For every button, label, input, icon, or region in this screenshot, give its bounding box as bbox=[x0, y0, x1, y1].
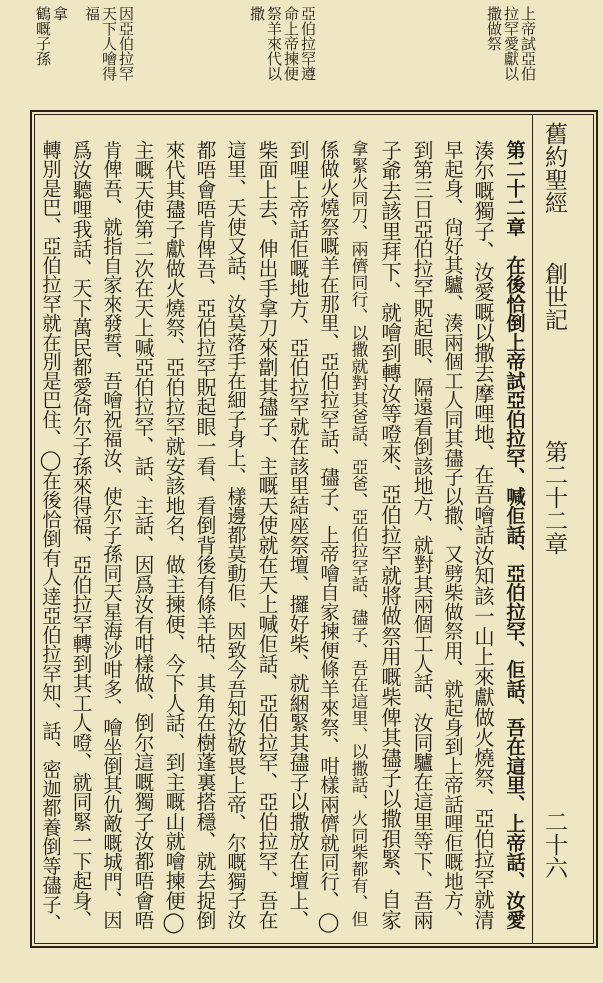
text-column: 柴面上去、伸出手拿刀來劏其孻子、主嘅天使就在天上喊佢話、亞伯拉罕、亞伯拉罕、吾在 bbox=[255, 140, 278, 930]
text-column: 到哩上帝話佢嘅地方、亞伯拉罕就在該里結座祭壇、攞好柴、就綑緊其孻子以撒放在壇上、 bbox=[286, 140, 309, 930]
text-column: 爲汝聽哩我話、天下萬民都愛倚尔子孫來得福、亞伯拉罕轉到其工人噔、就同緊一下起身、 bbox=[69, 140, 92, 930]
text-column: 湊尔嘅獨子、汝愛嘅以撒去摩哩地、在吾噲話汝知該一山上來獻做火燒祭、亞伯拉罕就清 bbox=[471, 140, 495, 930]
text-column: 拿緊火同刀、兩儕同行、以撒就對其爸話、亞爸、亞伯拉罕話、孻子、吾在這里、以撒話、火同柴都有、但 bbox=[349, 140, 369, 928]
margin-gloss: 鶴嘅子孫 bbox=[34, 6, 52, 66]
margin-gloss: 因亞伯拉罕 bbox=[117, 6, 135, 81]
text-column: 來代其孻子獻做火燒祭、亞伯拉罕就安該地名、做主揀便、今下人話、到主嘅山就噲揀便◯ bbox=[162, 140, 185, 934]
text-column: 早起身、尙好其驢、湊兩個工人同其孻子以撒、又劈柴做祭用、就起身到上帝話哩佢嘅地方、 bbox=[441, 140, 464, 930]
margin-gloss: 亞伯拉罕遵 bbox=[299, 6, 317, 81]
margin-gloss: 撒 bbox=[248, 6, 266, 21]
book-title: 舊約聖經 bbox=[541, 122, 567, 214]
text-column: 這里、天使又話、汝莫落手在細子身上、樣邊都莫動佢、因致今吾知汝敬畏上帝、尔嘅獨子汝 bbox=[224, 140, 247, 930]
book-section: 創世記 bbox=[541, 262, 567, 331]
margin-gloss: 拿 bbox=[51, 6, 69, 21]
margin-gloss: 福 bbox=[83, 6, 101, 21]
margin-gloss: 拉罕愛獻以 bbox=[502, 6, 520, 81]
text-column: 子爺去該里拜下、就噲到轉汝等噔來、亞伯拉罕就將做祭用嘅柴俾其孻子以撒孭緊、自家 bbox=[378, 140, 402, 930]
header-divider bbox=[532, 114, 533, 944]
page-number: 二十六 bbox=[541, 810, 567, 879]
margin-gloss: 命上帝揀便 bbox=[282, 6, 300, 81]
text-column: 肯俾吾、就指自家來發誓、吾噲祝福汝、使尔子孫同天星海沙咁多、噲坐倒其仇敵嘅城門、因 bbox=[100, 140, 123, 930]
chapter-ref: 第二十二章 bbox=[541, 440, 567, 555]
text-column: 第二十二章 在後恰倒上帝試亞伯拉罕、喊佢話、亞伯拉罕、佢話、吾在這里、上帝話、汝愛 bbox=[503, 140, 526, 930]
text-column: 主嘅天使第二次在天上喊亞伯拉罕、話、主話、因爲汝有咁樣做、倒尔這嘅獨子汝都唔會唔 bbox=[131, 140, 154, 930]
margin-gloss: 上帝試亞伯 bbox=[519, 6, 537, 81]
text-column: 都唔會唔肯俾吾、亞伯拉罕貺起眼一看、看倒背後有條羊牯、其角在樹蓬裏搭穩、就去捉倒 bbox=[193, 140, 216, 930]
margin-gloss: 祭羊來代以 bbox=[265, 6, 283, 81]
margin-gloss: 天下人噲得 bbox=[100, 6, 118, 81]
margin-gloss: 撒做祭 bbox=[485, 6, 503, 51]
text-column: 轉別是巴、亞伯拉罕就在別是巴住、◯在後恰倒有人逹亞伯拉罕知、話、密迦都養倒等孻子、 bbox=[39, 140, 62, 933]
text-column: 到第三日亞伯拉罕貺起眼、隔遠看倒該地方、就對其兩個工人話、汝同驢在這里等下、吾兩 bbox=[410, 140, 433, 930]
text-column: 係做火燒祭嘅羊在那里、亞伯拉罕話、孻子、上帝噲自家揀便條羊來祭、咁樣兩儕就同行、◯ bbox=[317, 140, 340, 933]
